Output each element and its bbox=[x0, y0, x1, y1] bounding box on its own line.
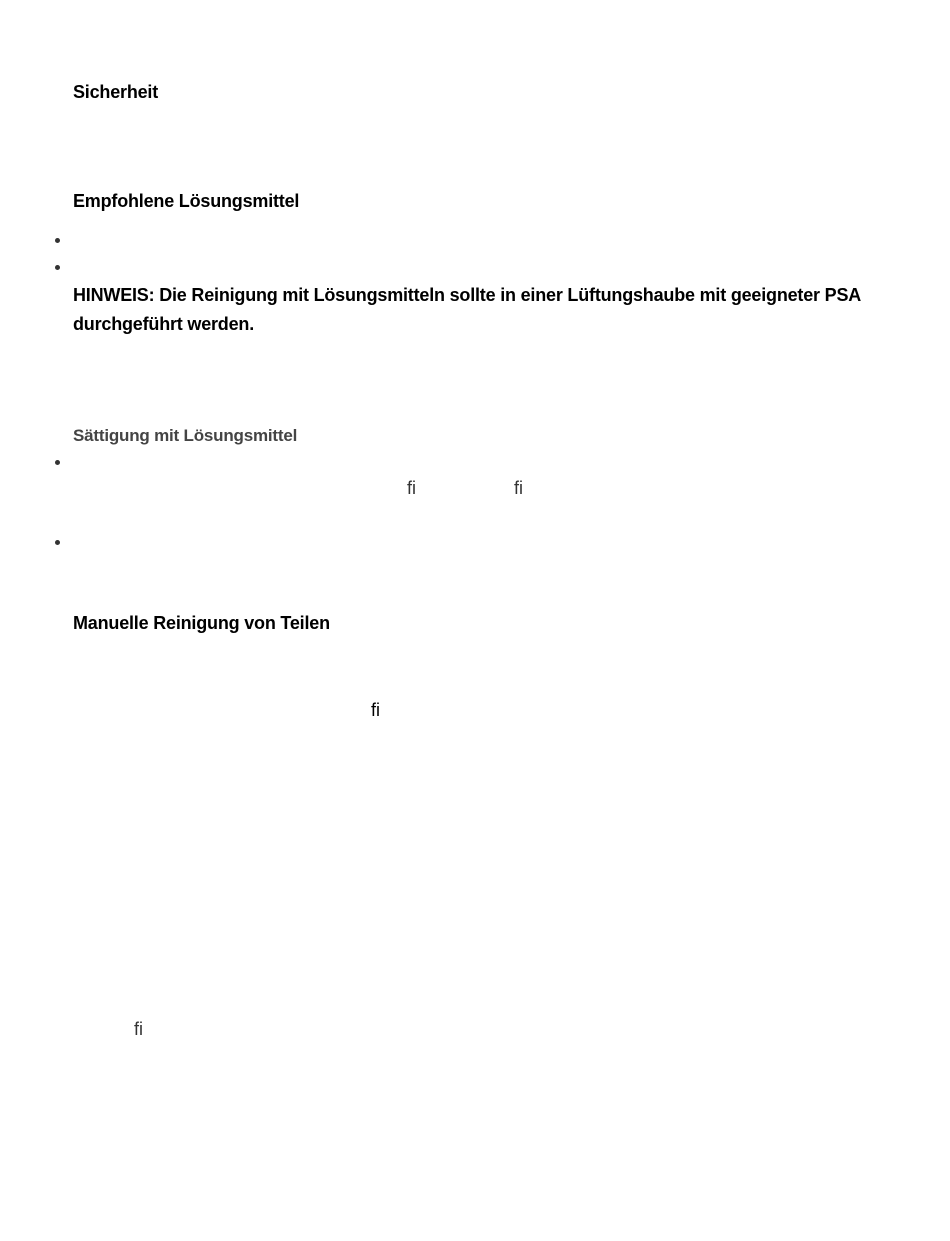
list-bullet bbox=[55, 265, 60, 270]
heading-manuelle-reinigung: Manuelle Reinigung von Teilen bbox=[73, 613, 330, 633]
ligature-glyph: ﬁ bbox=[134, 1019, 143, 1039]
list-bullet bbox=[55, 238, 60, 243]
heading-empfohlene-loesungsmittel: Empfohlene Lösungsmittel bbox=[73, 191, 300, 211]
list-bullet bbox=[55, 540, 60, 545]
note-ventilation-hood: HINWEIS: Die Reinigung mit Lösungsmitteln sollte in einer Lüftungshaube mit geeigneter PSA durchgeführt werden. bbox=[73, 285, 861, 334]
ligature-glyph: ﬁ bbox=[514, 478, 523, 498]
heading-saettigung-mit-loesungsmittel: Sättigung mit Lösungsmittel bbox=[73, 426, 298, 445]
ligature-glyph: ﬁ bbox=[371, 700, 380, 720]
heading-sicherheit: Sicherheit bbox=[73, 82, 159, 102]
ligature-glyph: ﬁ bbox=[407, 478, 416, 498]
list-bullet bbox=[55, 460, 60, 465]
